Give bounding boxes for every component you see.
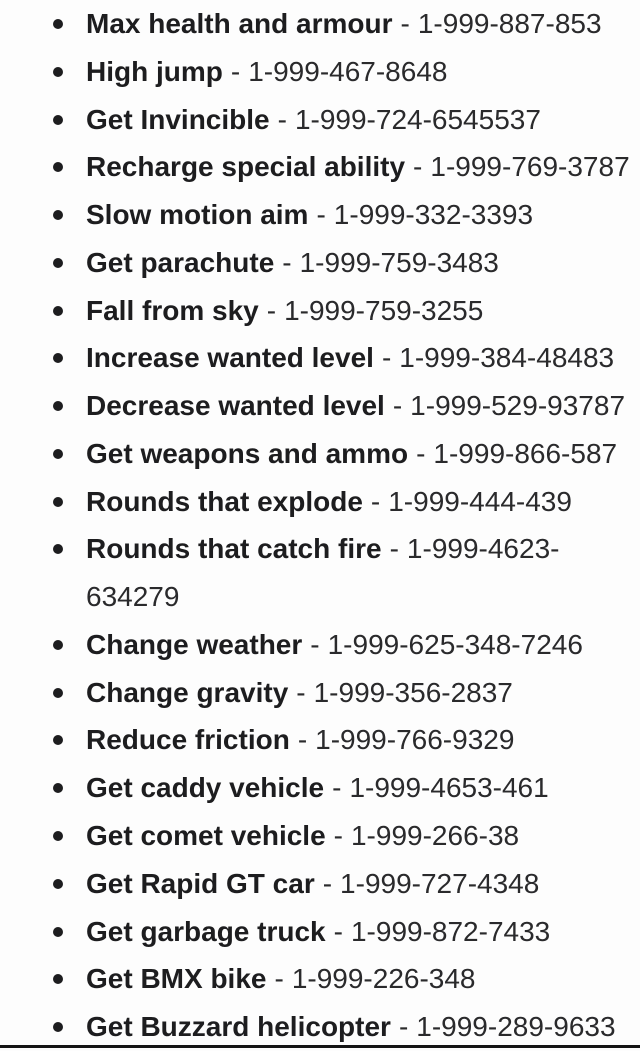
cheat-name: Fall from sky [86, 294, 259, 326]
bottom-divider [0, 1045, 640, 1048]
cheat-separator: - [277, 103, 287, 135]
cheat-separator: - [297, 724, 308, 756]
cheat-separator: - [296, 676, 306, 708]
cheat-code: 1-999-769-3787 [430, 151, 630, 183]
cheat-name: Get garbage truck [86, 915, 326, 947]
cheat-list-item [0, 716, 640, 764]
cheat-name: Get BMX bike [86, 963, 267, 995]
cheat-list-item [0, 96, 640, 144]
cheat-code: 1-999-766-9329 [315, 724, 515, 756]
cheat-code: 1-999-4623-634279 [86, 533, 560, 613]
cheat-name: Get parachute [86, 246, 275, 278]
cheat-code: 1-999-226-348 [291, 963, 476, 995]
cheat-list-item [0, 334, 640, 382]
cheat-list-item [0, 430, 640, 478]
cheat-code: 1-999-467-8648 [248, 55, 448, 87]
cheat-code: 1-999-384-48483 [399, 342, 615, 374]
cheat-name: Get Buzzard helicopter [86, 1011, 391, 1043]
cheat-list-item [0, 860, 640, 908]
cheat-list-item [0, 287, 640, 335]
cheat-name: Get Rapid GT car [86, 867, 315, 899]
cheat-name: Reduce friction [86, 724, 290, 756]
cheat-code: 1-999-887-853 [417, 8, 602, 39]
cheat-separator: - [398, 1011, 409, 1043]
cheat-list-item [0, 525, 640, 621]
cheat-code: 1-999-444-439 [388, 485, 572, 517]
cheat-code: 1-999-356-2837 [313, 676, 513, 708]
cheat-list-item [0, 764, 640, 812]
cheat-separator: - [266, 294, 277, 326]
cheat-list-item [0, 48, 640, 96]
cheat-name: Change gravity [86, 676, 289, 708]
cheat-list-item [0, 621, 640, 669]
cheat-code: 1-999-872-7433 [350, 915, 551, 947]
cheat-separator: - [333, 915, 343, 947]
cheat-list-item [0, 955, 640, 1003]
cheat-code: 1-999-727-4348 [340, 867, 540, 899]
cheat-code: 1-999-529-93787 [410, 390, 626, 422]
cheat-code: 1-999-266-38 [350, 820, 520, 852]
cheat-list-item [0, 239, 640, 287]
cheat-name: Decrease wanted level [86, 390, 385, 422]
cheat-name: Increase wanted level [86, 342, 374, 374]
cheat-separator: - [332, 772, 342, 804]
cheat-name: Max health and armour [86, 8, 393, 39]
cheat-separator: - [316, 199, 326, 231]
cheat-name: Recharge special ability [86, 151, 406, 183]
cheat-separator: - [333, 820, 343, 852]
cheat-name: Change weather [86, 628, 303, 660]
cheat-separator: - [389, 533, 399, 565]
cheat-code: 1-999-724-6545537 [294, 103, 541, 135]
cheat-list-item [0, 478, 640, 526]
cheat-name: Rounds that catch fire [86, 533, 382, 565]
cheat-list-item [0, 143, 640, 191]
cheat-name: Get caddy vehicle [86, 772, 325, 804]
cheat-list-item [0, 0, 640, 48]
cheat-code: 1-999-289-9633 [416, 1011, 616, 1043]
cheat-separator: - [310, 628, 320, 660]
cheat-code: 1-999-866-587 [433, 437, 618, 469]
cheat-list-item [0, 669, 640, 717]
cheat-separator: - [400, 8, 410, 39]
cheat-separator: - [381, 342, 392, 374]
cheat-separator: - [392, 390, 403, 422]
cheat-separator: - [413, 151, 423, 183]
cheat-name: Get Invincible [86, 103, 270, 135]
cheat-code: 1-999-625-348-7246 [327, 628, 583, 660]
cheat-name: Get weapons and ammo [86, 437, 409, 469]
cheat-separator: - [230, 55, 241, 87]
cheat-code: 1-999-759-3255 [284, 294, 484, 326]
cheat-list-item [0, 382, 640, 430]
cheat-name: Rounds that explode [86, 485, 363, 517]
cheat-code: 1-999-4653-461 [349, 772, 549, 804]
cheat-name: Get comet vehicle [86, 820, 326, 852]
cheat-separator: - [416, 437, 426, 469]
cheat-name: Slow motion aim [86, 199, 309, 231]
cheat-code: 1-999-759-3483 [299, 246, 499, 278]
cheat-separator: - [322, 867, 333, 899]
cheat-code: 1-999-332-3393 [333, 199, 534, 231]
cheat-list-item [0, 812, 640, 860]
cheat-separator: - [282, 246, 292, 278]
cheat-list-item [0, 191, 640, 239]
cheat-list-item [0, 1003, 640, 1051]
cheat-list-item [0, 908, 640, 956]
cheat-separator: - [274, 963, 284, 995]
cheat-separator: - [370, 485, 381, 517]
cheat-name: High jump [86, 55, 223, 87]
